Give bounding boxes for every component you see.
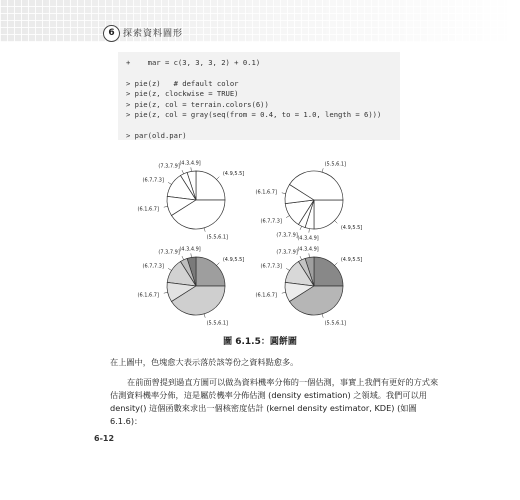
slice-label-leader bbox=[168, 182, 171, 184]
code-line: > pie(z, col = gray(seq(from = 0.4, to = 1.0, length = 6))) bbox=[126, 109, 382, 119]
slice-label-leader bbox=[204, 314, 205, 318]
header-pattern bbox=[0, 0, 520, 42]
pie-slice bbox=[314, 200, 343, 229]
slice-label: (5.5,6.1] bbox=[206, 320, 229, 327]
slice-label-leader bbox=[300, 256, 302, 260]
slice-label-leader bbox=[322, 314, 323, 318]
slice-label: (6.1,6.7] bbox=[137, 206, 159, 213]
pie-chart-3 bbox=[138, 246, 245, 326]
slice-label: (4.3,4.9] bbox=[297, 235, 319, 242]
slice-label: (4.9,5.5] bbox=[222, 171, 245, 178]
chapter-title: 探索資料圖形 bbox=[123, 29, 184, 39]
slice-label: (4.9,5.5] bbox=[222, 257, 245, 264]
figure-caption: 圖 6.1.5：圓餅圖 bbox=[223, 337, 297, 347]
slice-label: (4.9,5.5] bbox=[340, 257, 363, 264]
slice-label-leader bbox=[309, 229, 310, 233]
slice-label-leader bbox=[217, 177, 220, 180]
pie-charts-figure bbox=[137, 158, 390, 333]
slice-label-leader bbox=[286, 268, 289, 270]
slice-label: (5.5,6.1] bbox=[324, 320, 347, 327]
slice-label: (6.1,6.7] bbox=[255, 189, 277, 196]
slice-label-leader bbox=[335, 221, 338, 224]
slice-label-leader bbox=[191, 167, 192, 171]
code-block bbox=[118, 52, 400, 140]
slice-label: (6.7,7.3] bbox=[142, 263, 164, 270]
slice-label-leader bbox=[300, 226, 302, 230]
code-line: > pie(z) # default color bbox=[126, 78, 239, 88]
body-paragraph-1: 在上圖中，色塊愈大表示落於該等份之資料點愈多。 bbox=[110, 357, 299, 367]
slice-label: (4.3,4.9] bbox=[297, 246, 319, 253]
slice-label-leader bbox=[164, 206, 168, 207]
slice-label-leader bbox=[282, 292, 286, 293]
slice-label: (4.9,5.5] bbox=[340, 224, 363, 231]
slice-label: (6.7,7.3] bbox=[260, 263, 282, 270]
code-line: > pie(z, clockwise = TRUE) bbox=[126, 89, 239, 99]
pie-chart-2 bbox=[256, 162, 363, 242]
slice-label: (7.3,7.9] bbox=[276, 232, 298, 239]
slice-label: (6.1,6.7] bbox=[255, 292, 277, 299]
code-line: > par(old.par) bbox=[126, 130, 187, 140]
slice-label-leader bbox=[322, 168, 323, 172]
slice-label-leader bbox=[191, 253, 192, 257]
code-line bbox=[126, 68, 400, 78]
slice-label-leader bbox=[309, 253, 310, 257]
slice-label: (5.5,6.1] bbox=[206, 234, 229, 241]
chapter-number-badge: 6 bbox=[103, 25, 120, 42]
body-paragraph-2: 在前面曾提到過直方圖可以做為資料機率分佈的一個估測，事實上我們有更好的方式來估測資料機率分佈，這是屬於機率分佈估測 (density estimation) 之領域。我們可以用 density() 這個函數來求出一個核密度估計 (kernel density estimator, KDE) (如圖 6.1.6)： bbox=[110, 377, 439, 426]
page-number: 6-12 bbox=[94, 434, 115, 443]
slice-label-leader bbox=[182, 170, 184, 174]
pie-slice bbox=[196, 257, 225, 286]
pie-slice bbox=[314, 257, 343, 286]
slice-label-leader bbox=[168, 268, 171, 270]
slice-label-leader bbox=[335, 263, 338, 266]
slice-label-leader bbox=[182, 256, 184, 260]
pie-chart-4 bbox=[256, 246, 363, 326]
slice-label-leader bbox=[286, 216, 289, 218]
pie-slice bbox=[196, 171, 225, 200]
slice-label: (4.3,4.9] bbox=[179, 160, 201, 167]
slice-label: (6.1,6.7] bbox=[137, 292, 159, 299]
slice-label-leader bbox=[164, 292, 168, 293]
slice-label: (7.3,7.9] bbox=[158, 249, 180, 256]
slice-label-leader bbox=[204, 228, 205, 232]
page-header bbox=[0, 0, 520, 42]
slice-label: (6.7,7.3] bbox=[142, 177, 164, 184]
slice-label: (6.7,7.3] bbox=[260, 218, 282, 225]
slice-label-leader bbox=[217, 263, 220, 266]
slice-label: (5.5,6.1] bbox=[324, 161, 347, 168]
slice-label: (7.3,7.9] bbox=[276, 249, 298, 256]
pie-chart-1 bbox=[138, 160, 245, 240]
code-line: > pie(z, col = terrain.colors(6)) bbox=[126, 99, 269, 109]
code-line bbox=[126, 120, 400, 130]
slice-label: (7.3,7.9] bbox=[158, 163, 180, 170]
slice-label: (4.3,4.9] bbox=[179, 246, 201, 253]
code-line: + mar = c(3, 3, 3, 2) + 0.1) bbox=[126, 58, 261, 67]
slice-label-leader bbox=[282, 193, 286, 194]
